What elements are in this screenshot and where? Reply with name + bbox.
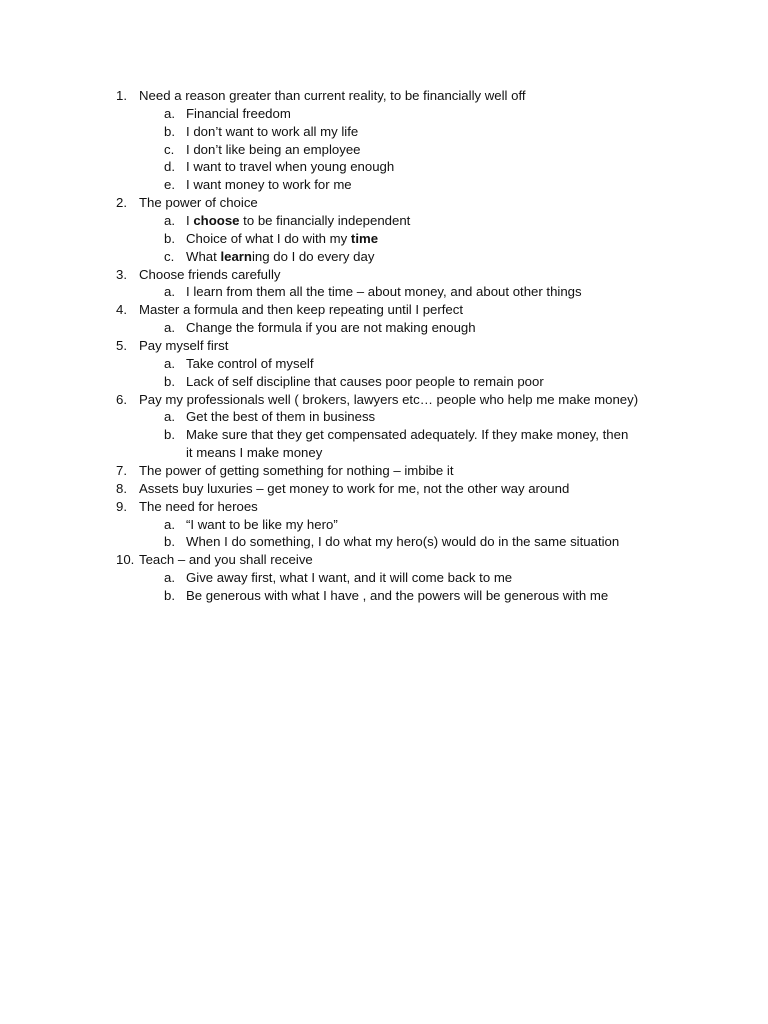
sub-item-label: a. — [164, 516, 175, 532]
list-item-number: 6. — [116, 391, 127, 407]
sub-item-label: e. — [164, 177, 175, 193]
sub-item-text: Choice of what I do with my time — [186, 230, 379, 246]
sub-item-text: Make sure that they get compensated adequately. If they make money, then — [186, 427, 629, 443]
list-item-number: 2. — [116, 195, 127, 211]
emphasis-text: learn — [220, 248, 252, 264]
list-item-text: Teach – and you shall receive — [139, 552, 313, 568]
list-item — [0, 480, 768, 498]
sub-item-label: a. — [164, 409, 175, 425]
sub-item-text: Get the best of them in business — [186, 409, 376, 425]
sub-item-text: I don’t want to work all my life — [186, 123, 359, 139]
list-item-text: Assets buy luxuries – get money to work for me, not the other way around — [139, 480, 570, 496]
sub-list-item — [0, 569, 768, 587]
list-item — [0, 391, 768, 409]
list-item-number: 7. — [116, 463, 127, 479]
sub-item-label: d. — [164, 159, 175, 175]
sub-item-text: Take control of myself — [186, 355, 314, 371]
sub-list-item — [0, 105, 768, 123]
sub-item-text: Financial freedom — [186, 105, 291, 121]
sub-list-item — [0, 141, 768, 159]
sub-item-text: Give away first, what I want, and it will come back to me — [186, 570, 513, 586]
sub-list-item — [0, 212, 768, 230]
list-item-number: 10. — [116, 552, 135, 568]
list-item-text: The power of choice — [139, 195, 258, 211]
list-item-text: Pay my professionals well ( brokers, lawyers etc… people who help me make money) — [139, 391, 639, 407]
sub-item-label: b. — [164, 230, 175, 246]
list-item-text: Need a reason greater than current reality, to be financially well off — [139, 88, 526, 103]
list-item — [0, 266, 768, 284]
sub-list-item — [0, 373, 768, 391]
continuation-text: it means I make money — [186, 445, 323, 461]
sub-item-label: b. — [164, 373, 175, 389]
list-item-text: Pay myself first — [139, 338, 229, 354]
sub-item-label: b. — [164, 588, 175, 604]
sub-item-label: b. — [164, 123, 175, 139]
list-item-number: 9. — [116, 498, 127, 514]
sub-item-label: a. — [164, 355, 175, 371]
sub-list-item — [0, 248, 768, 266]
sub-list-item — [0, 158, 768, 176]
sub-item-text: I don’t like being an employee — [186, 141, 361, 157]
list-item-text: The need for heroes — [139, 498, 258, 514]
list-item — [0, 301, 768, 319]
list-item-text: Choose friends carefully — [139, 266, 281, 282]
list-item — [0, 337, 768, 355]
list-item-number: 8. — [116, 480, 127, 496]
sub-list-item — [0, 587, 768, 605]
list-item — [0, 498, 768, 516]
sub-item-text: What learning do I do every day — [186, 248, 375, 264]
sub-item-text: “I want to be like my hero” — [186, 516, 338, 532]
sub-item-label: c. — [164, 141, 175, 157]
sub-item-text: Be generous with what I have , and the powers will be generous with me — [186, 588, 609, 604]
sub-item-label: b. — [164, 534, 175, 550]
sub-item-label: a. — [164, 320, 175, 336]
sub-item-label: b. — [164, 427, 175, 443]
sub-item-label: a. — [164, 213, 175, 229]
sub-item-text: I learn from them all the time – about money, and about other things — [186, 284, 582, 300]
list-item — [0, 87, 768, 105]
sub-item-label: a. — [164, 284, 175, 300]
list-item-number: 1. — [116, 88, 127, 103]
sub-item-text: Lack of self discipline that causes poor people to remain poor — [186, 373, 544, 389]
sub-list-item — [0, 283, 768, 301]
sub-list-item — [0, 355, 768, 373]
list-item — [0, 194, 768, 212]
sub-item-text: I want money to work for me — [186, 177, 352, 193]
sub-list-item — [0, 408, 768, 426]
sub-item-label: c. — [164, 248, 175, 264]
sub-item-text: I want to travel when young enough — [186, 159, 395, 175]
list-item-number: 4. — [116, 302, 127, 318]
sub-item-continuation — [0, 444, 768, 462]
numbered-list — [0, 87, 768, 605]
sub-item-text: Change the formula if you are not making enough — [186, 320, 476, 336]
sub-item-label: a. — [164, 570, 175, 586]
emphasis-text: choose — [193, 213, 240, 229]
sub-item-text: I choose to be financially independent — [186, 213, 411, 229]
list-item-number: 3. — [116, 266, 127, 282]
list-item — [0, 551, 768, 569]
list-item — [0, 462, 768, 480]
emphasis-text: time — [350, 230, 379, 246]
sub-list-item — [0, 319, 768, 337]
sub-list-item — [0, 516, 768, 534]
sub-list-item — [0, 176, 768, 194]
list-item-number: 5. — [116, 338, 127, 354]
sub-item-text: When I do something, I do what my hero(s) would do in the same situation — [186, 534, 620, 550]
list-item-text: Master a formula and then keep repeating until I perfect — [139, 302, 464, 318]
sub-list-item — [0, 230, 768, 248]
sub-item-label: a. — [164, 105, 175, 121]
list-item-text: The power of getting something for nothing – imbibe it — [139, 463, 454, 479]
sub-list-item — [0, 426, 768, 444]
sub-list-item — [0, 123, 768, 141]
sub-list-item — [0, 533, 768, 551]
